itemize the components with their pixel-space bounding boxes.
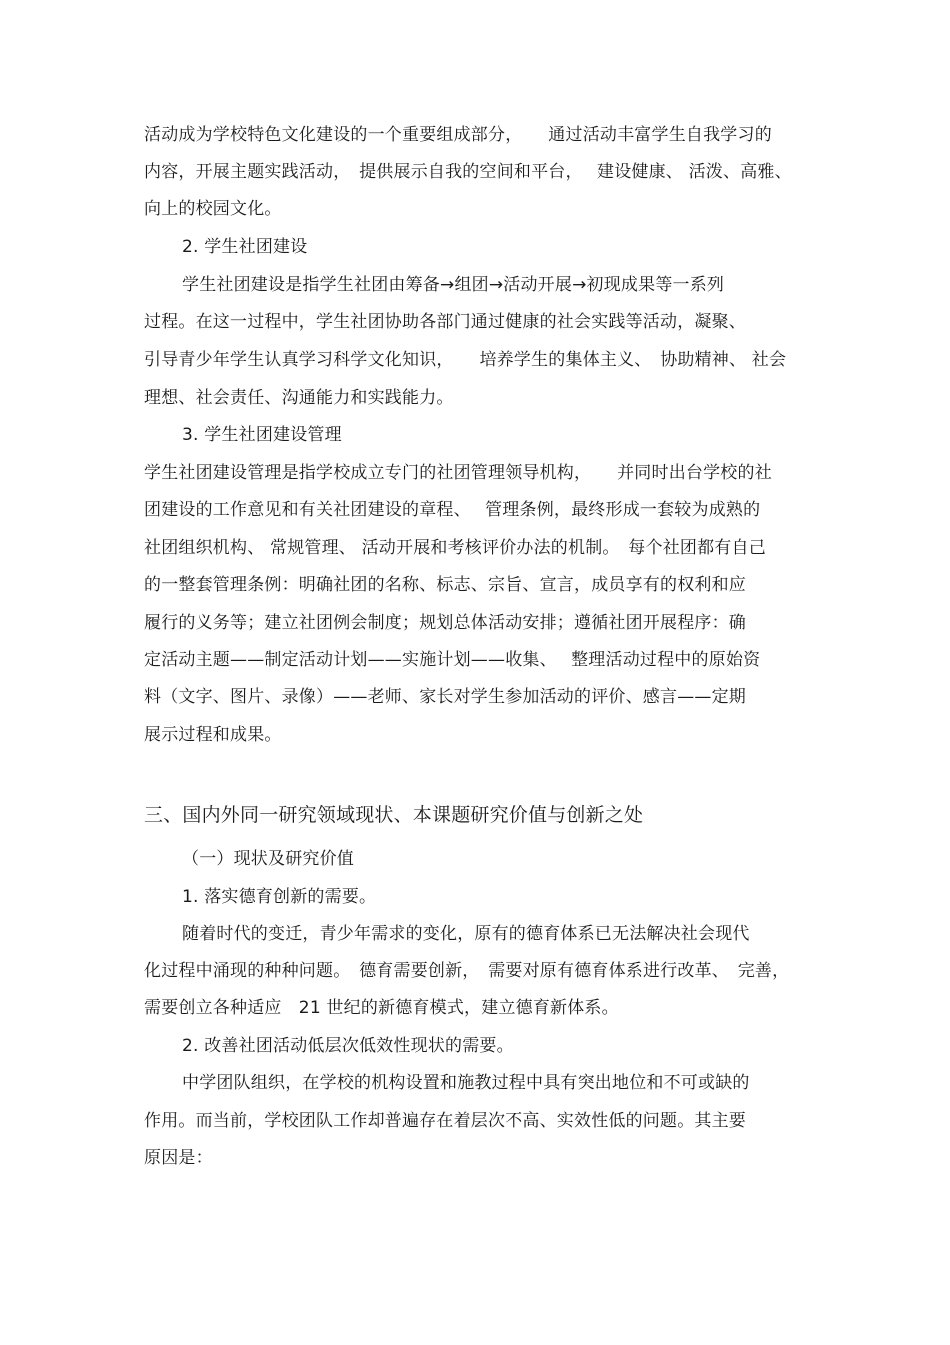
paragraph-line: 团建设的工作意见和有关社团建设的章程、 管理条例，最终形成一套较为成熟的 — [144, 500, 761, 520]
paragraph-line: 料（文字、图片、录像）——老师、家长对学生参加活动的评价、感言——定期 — [144, 687, 746, 707]
paragraph-line: 向上的校园文化。 — [144, 199, 282, 219]
paragraph-line: 作用。而当前，学校团队工作却普遍存在着层次不高、实效性低的问题。其主要 — [144, 1111, 746, 1131]
section-subheading: 1. 落实德育创新的需要。 — [182, 887, 377, 907]
paragraph-line: 内容，开展主题实践活动， 提供展示自我的空间和平台， 建设健康、 活泼、高雅、 — [144, 162, 792, 182]
paragraph-line: 展示过程和成果。 — [144, 725, 282, 745]
section-subheading: 2. 学生社团建设 — [182, 237, 308, 257]
paragraph-line: 需要创立各种适应 21 世纪的新德育模式，建立德育新体系。 — [144, 998, 619, 1018]
paragraph-line: 定活动主题——制定活动计划——实施计划——收集、 整理活动过程中的原始资 — [144, 650, 761, 670]
paragraph-line: 学生社团建设是指学生社团由筹备→组团→活动开展→初现成果等一系列 — [182, 275, 725, 295]
paragraph-line: 理想、社会责任、沟通能力和实践能力。 — [144, 388, 454, 408]
paragraph-line: 学生社团建设管理是指学校成立专门的社团管理领导机构， 并同时出台学校的社 — [144, 463, 772, 483]
paragraph-line: 活动成为学校特色文化建设的一个重要组成部分， 通过活动丰富学生自我学习的 — [144, 125, 772, 145]
paragraph-line: 履行的义务等；建立社团例会制度；规划总体活动安排；遵循社团开展程序：确 — [144, 613, 746, 633]
paragraph-line: 随着时代的变迁，青少年需求的变化，原有的德育体系已无法解决社会现代 — [182, 924, 750, 944]
subsection-heading: （一）现状及研究价值 — [182, 849, 354, 869]
paragraph-line: 的一整套管理条例：明确社团的名称、标志、宗旨、宣言，成员享有的权利和应 — [144, 575, 746, 595]
section-subheading: 3. 学生社团建设管理 — [182, 425, 342, 445]
paragraph-line: 中学团队组织，在学校的机构设置和施教过程中具有突出地位和不可或缺的 — [182, 1073, 750, 1093]
paragraph-line: 过程。在这一过程中，学生社团协助各部门通过健康的社会实践等活动，凝聚、 — [144, 312, 746, 332]
paragraph-line: 原因是： — [144, 1148, 213, 1168]
section-heading: 三、国内外同一研究领域现状、本课题研究价值与创新之处 — [144, 804, 644, 826]
section-subheading: 2. 改善社团活动低层次低效性现状的需要。 — [182, 1036, 514, 1056]
paragraph-line: 引导青少年学生认真学习科学文化知识， 培养学生的集体主义、 协助精神、 社会 — [144, 350, 787, 370]
paragraph-line: 社团组织机构、 常规管理、 活动开展和考核评价办法的机制。 每个社团都有自己 — [144, 538, 766, 558]
paragraph-line: 化过程中涌现的种种问题。 德育需要创新， 需要对原有德育体系进行改革、 完善， — [144, 961, 790, 981]
